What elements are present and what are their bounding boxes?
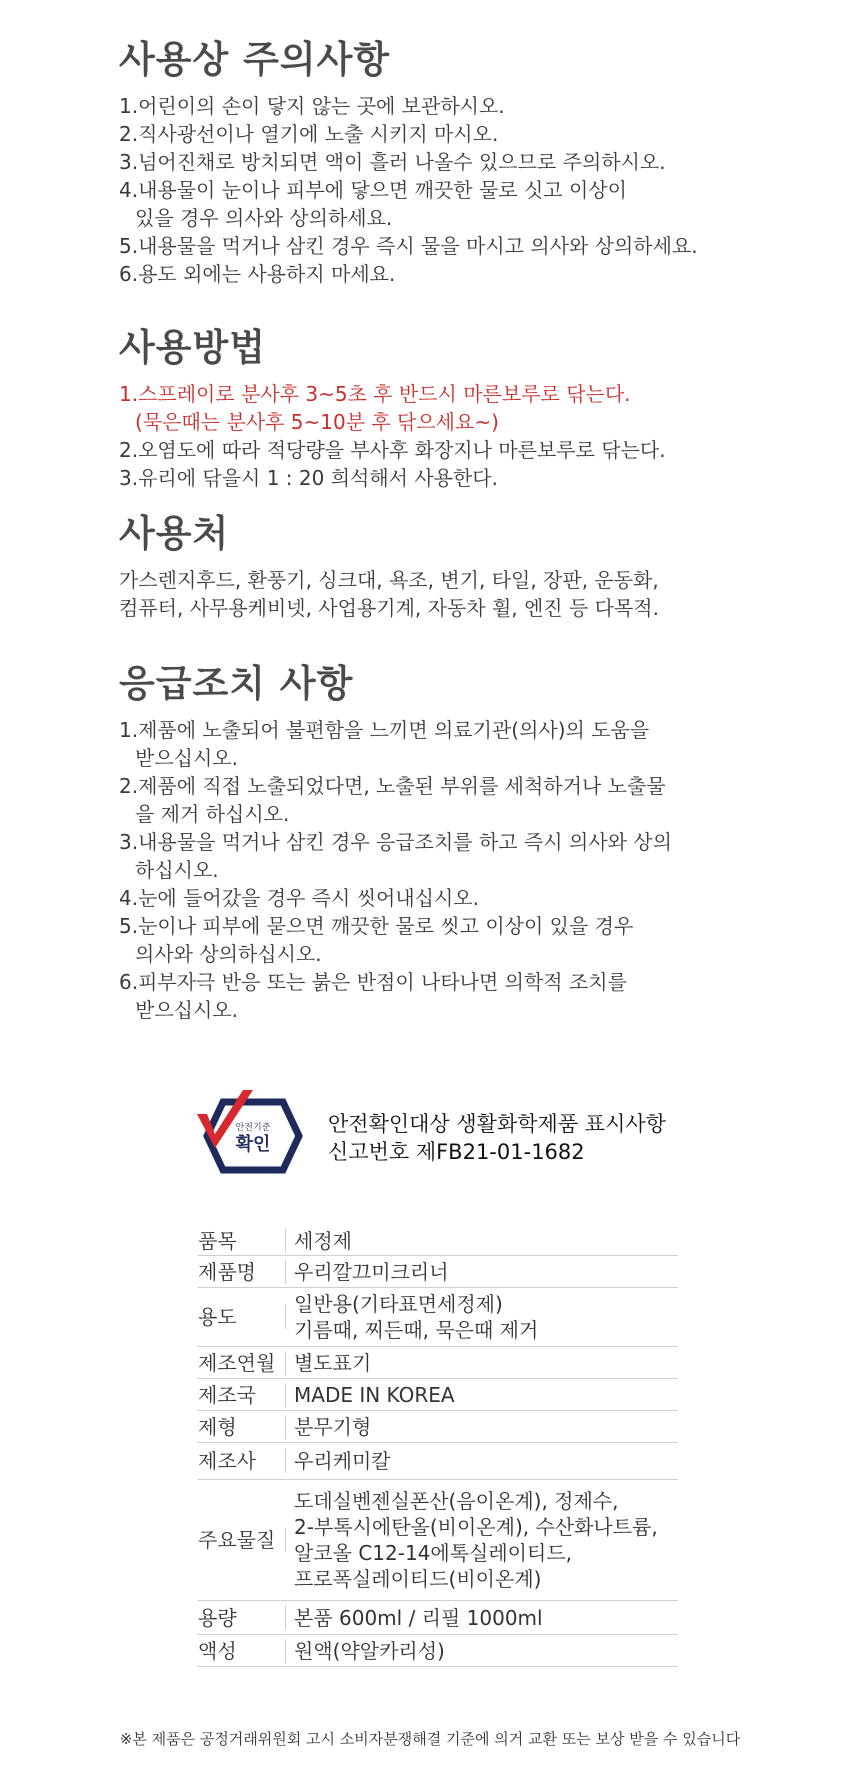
safety-check-badge: [195, 1088, 305, 1178]
first-aid-title: 응급조치 사항: [119, 662, 354, 705]
badge-small-text: 안전기준: [235, 1123, 271, 1133]
usage-section: [119, 326, 819, 492]
spec-row: [198, 1226, 678, 1256]
spec-label: 제품명: [198, 1260, 286, 1284]
precaution-line: 2.직사광선이나 열기에 노출 시키지 마시오.: [119, 122, 499, 146]
spec-label: 제조연월: [198, 1351, 286, 1375]
spec-value: [286, 1414, 371, 1440]
spec-value: [286, 1259, 449, 1285]
precautions-section: [119, 38, 819, 288]
spec-row: [198, 1635, 678, 1667]
certification-title: 안전확인대상 생활화학제품 표시사항: [328, 1112, 666, 1136]
spec-value-line: 2-부톡시에탄올(비이온계), 수산화나트륨,: [294, 1515, 658, 1539]
precautions-title: 사용상 주의사항: [119, 38, 391, 81]
spec-value-line: 우리깔끄미크리너: [294, 1259, 449, 1284]
applications-title: 사용처: [119, 512, 230, 555]
spec-label: 주요물질: [198, 1528, 286, 1552]
spec-label: 제조국: [198, 1383, 286, 1407]
applications-line: 컴퓨터, 사무용케비넷, 사업용기계, 자동차 휠, 엔진 등 다목적.: [119, 596, 659, 620]
first-aid-line: 4.눈에 들어갔을 경우 즉시 씻어내십시오.: [119, 886, 479, 910]
spec-row: [198, 1379, 678, 1411]
spec-value-line: 프로폭실레이티드(비이온계): [294, 1567, 542, 1591]
first-aid-line: 6.피부자극 반응 또는 붉은 반점이 나타나면 의학적 조치를: [119, 970, 627, 994]
spec-value: [286, 1291, 538, 1343]
spec-value-line: 알코올 C12-14에톡실레이티드,: [294, 1541, 572, 1565]
product-spec-table: [198, 1226, 678, 1667]
spec-value-line: 도데실벤젠실폰산(음이온계), 정제수,: [294, 1489, 619, 1513]
first-aid-line: 5.눈이나 피부에 묻으면 깨끗한 물로 씻고 이상이 있을 경우: [119, 914, 634, 938]
spec-label: 액성: [198, 1639, 286, 1663]
spec-label: 제형: [198, 1415, 286, 1439]
first-aid-line: 2.제품에 직접 노출되었다면, 노출된 부위를 세척하거나 노출물: [119, 774, 666, 798]
spec-label: 용도: [198, 1305, 286, 1329]
badge-big-text: 확인: [235, 1134, 271, 1155]
spec-value: [286, 1605, 543, 1631]
spec-value: [286, 1448, 391, 1474]
spec-row: [198, 1288, 678, 1347]
spec-value-line: 본품 600ml / 리필 1000ml: [294, 1605, 543, 1630]
certification-text: [328, 1110, 666, 1166]
spec-value: [286, 1638, 445, 1664]
first-aid-line: 을 제거 하십시오.: [135, 802, 290, 826]
spec-value: [286, 1488, 658, 1592]
spec-value-line: 분무기형: [294, 1414, 372, 1439]
precaution-line: 3.넘어진채로 방치되면 액이 흘러 나올수 있으므로 주의하시오.: [119, 150, 666, 174]
usage-line: 3.유리에 닦을시 1 : 20 희석해서 사용한다.: [119, 466, 498, 490]
usage-line: (묵은때는 분사후 5~10분 후 닦으세요~): [135, 410, 499, 434]
spec-value: [286, 1382, 455, 1408]
precaution-line: 6.용도 외에는 사용하지 마세요.: [119, 262, 396, 286]
spec-value-line: 별도표기: [294, 1350, 372, 1375]
precaution-line: 1.어린이의 손이 닿지 않는 곳에 보관하시오.: [119, 94, 505, 118]
first-aid-line: 받으십시오.: [135, 746, 238, 770]
spec-value-line: 일반용(기타표면세정제): [294, 1292, 503, 1316]
spec-value-line: 기름때, 찌든때, 묵은때 제거: [294, 1318, 539, 1342]
first-aid-line: 의사와 상의하십시오.: [135, 942, 322, 966]
safety-check-icon: [195, 1088, 305, 1178]
spec-label: 제조사: [198, 1449, 286, 1473]
spec-row: [198, 1601, 678, 1635]
first-aid-line: 3.내용물을 먹거나 삼킨 경우 응급조치를 하고 즉시 의사와 상의: [119, 830, 672, 854]
spec-row: [198, 1256, 678, 1288]
spec-value-line: 원액(약알카리성): [294, 1638, 445, 1663]
usage-title: 사용방법: [119, 326, 266, 369]
precaution-line: 5.내용물을 먹거나 삼킨 경우 즉시 물을 마시고 의사와 상의하세요.: [119, 234, 698, 258]
applications-section: [119, 512, 819, 622]
applications-line: 가스렌지후드, 환풍기, 싱크대, 욕조, 변기, 타일, 장판, 운동화,: [119, 568, 659, 592]
spec-label: 용량: [198, 1606, 286, 1630]
spec-row: [198, 1411, 678, 1443]
footnote: ※본 제품은 공정거래위원회 고시 소비자분쟁해결 기준에 의거 교환 또는 보상 받을 수 있습니다: [119, 1730, 741, 1748]
spec-row: [198, 1347, 678, 1379]
spec-value-line: 세정제: [294, 1228, 352, 1253]
spec-row: [198, 1480, 678, 1601]
usage-line: 2.오염도에 따라 적당량을 부사후 화장지나 마른보루로 닦는다.: [119, 438, 666, 462]
precaution-line: 있을 경우 의사와 상의하세요.: [135, 206, 393, 230]
spec-label: 품목: [198, 1229, 286, 1253]
spec-value: [286, 1228, 352, 1254]
precaution-line: 4.내용물이 눈이나 피부에 닿으면 깨끗한 물로 싯고 이상이: [119, 178, 627, 202]
spec-value-line: 우리케미칼: [294, 1449, 391, 1473]
spec-value-line: MADE IN KOREA: [294, 1382, 455, 1407]
registration-number: 신고번호 제FB21-01-1682: [328, 1140, 585, 1164]
first-aid-line: 1.제품에 노출되어 불편함을 느끼면 의료기관(의사)의 도움을: [119, 718, 650, 742]
spec-row: [198, 1443, 678, 1480]
first-aid-section: [119, 662, 819, 1024]
first-aid-line: 받으십시오.: [135, 998, 238, 1022]
first-aid-line: 하십시오.: [135, 858, 219, 882]
usage-line: 1.스프레이로 분사후 3~5초 후 반드시 마른보루로 닦는다.: [119, 382, 631, 406]
spec-value: [286, 1350, 371, 1376]
